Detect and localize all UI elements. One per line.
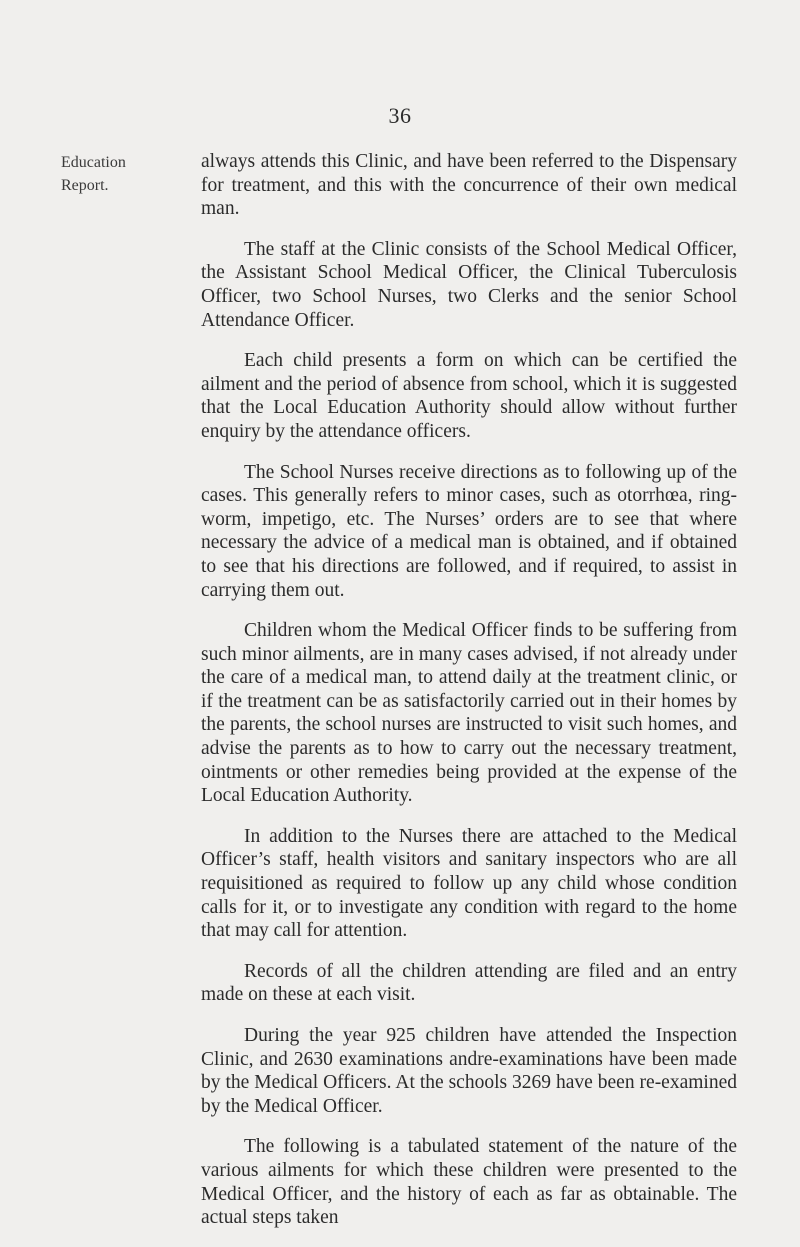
- paragraph-records: Records of all the children attending are filed and an entry made on these at each visit.: [201, 960, 737, 1006]
- paragraph-health-visitors: In addition to the Nurses there are attached to the Medical Officer’s staff, health visitors and sanitary inspectors who are all requisitioned as required to follow up any child whose condition calls for it, or to investigate any condition with regard to the home that may call for attention.: [201, 825, 737, 942]
- paragraph-clinic-staff: The staff at the Clinic consists of the School Medical Officer, the Assistant School Medical Officer, the Clinical Tuberculosis Officer, two School Nurses, two Clerks and the senior School Attendance Officer.: [201, 238, 737, 331]
- paragraph-minor-ailments: Children whom the Medical Officer finds to be suffering from such minor ailments, are in many cases advised, if not already under the care of a medical man, to attend daily at the treatment clinic, or if the treatment can be as satisfactorily carried out in their homes by the parents, the school nurses are instructed to visit such homes, and advise the parents as to how to carry out the necessary treatment, ointments or other remedies being provided at the expense of the Local Education Authority.: [201, 620, 737, 807]
- page-number: 36: [388, 103, 412, 128]
- paragraph-tabulated-statement: The following is a tabulated statement of the nature of the various ailments for which these children were presented to the Medical Officer, and the history of each as far as obtainable. The actual steps taken: [201, 1136, 737, 1229]
- paragraph-year-statistics: During the year 925 children have attended the Inspection Clinic, and 2630 examinations andre-examinations have been made by the Medical Officers. At the schools 3269 have been re-examined by the Medical Officer.: [201, 1025, 737, 1117]
- paragraph-school-nurses: The School Nurses receive directions as to following up of the cases. This generally refers to minor cases, such as otorrhœa, ring-worm, impetigo, etc. The Nurses’ orders are to see that where necessary the advice of a medical man is obtained, and if obtained to see that his directions are followed, and if required, to assist in carrying them out.: [201, 461, 737, 601]
- margin-note-line-1: Education: [61, 154, 126, 171]
- margin-note-line-2: Report.: [61, 177, 109, 194]
- paragraph-continued: always attends this Clinic, and have been referred to the Dispensary for treatment, and this with the concurrence of their own medical man.: [201, 151, 737, 220]
- margin-note: [61, 151, 171, 197]
- body-text: [201, 150, 737, 1247]
- paragraph-absence-form: Each child presents a form on which can be certified the ailment and the period of absence from school, which it is suggested that the Local Education Authority should allow without further enquiry by the attendance officers.: [201, 350, 737, 442]
